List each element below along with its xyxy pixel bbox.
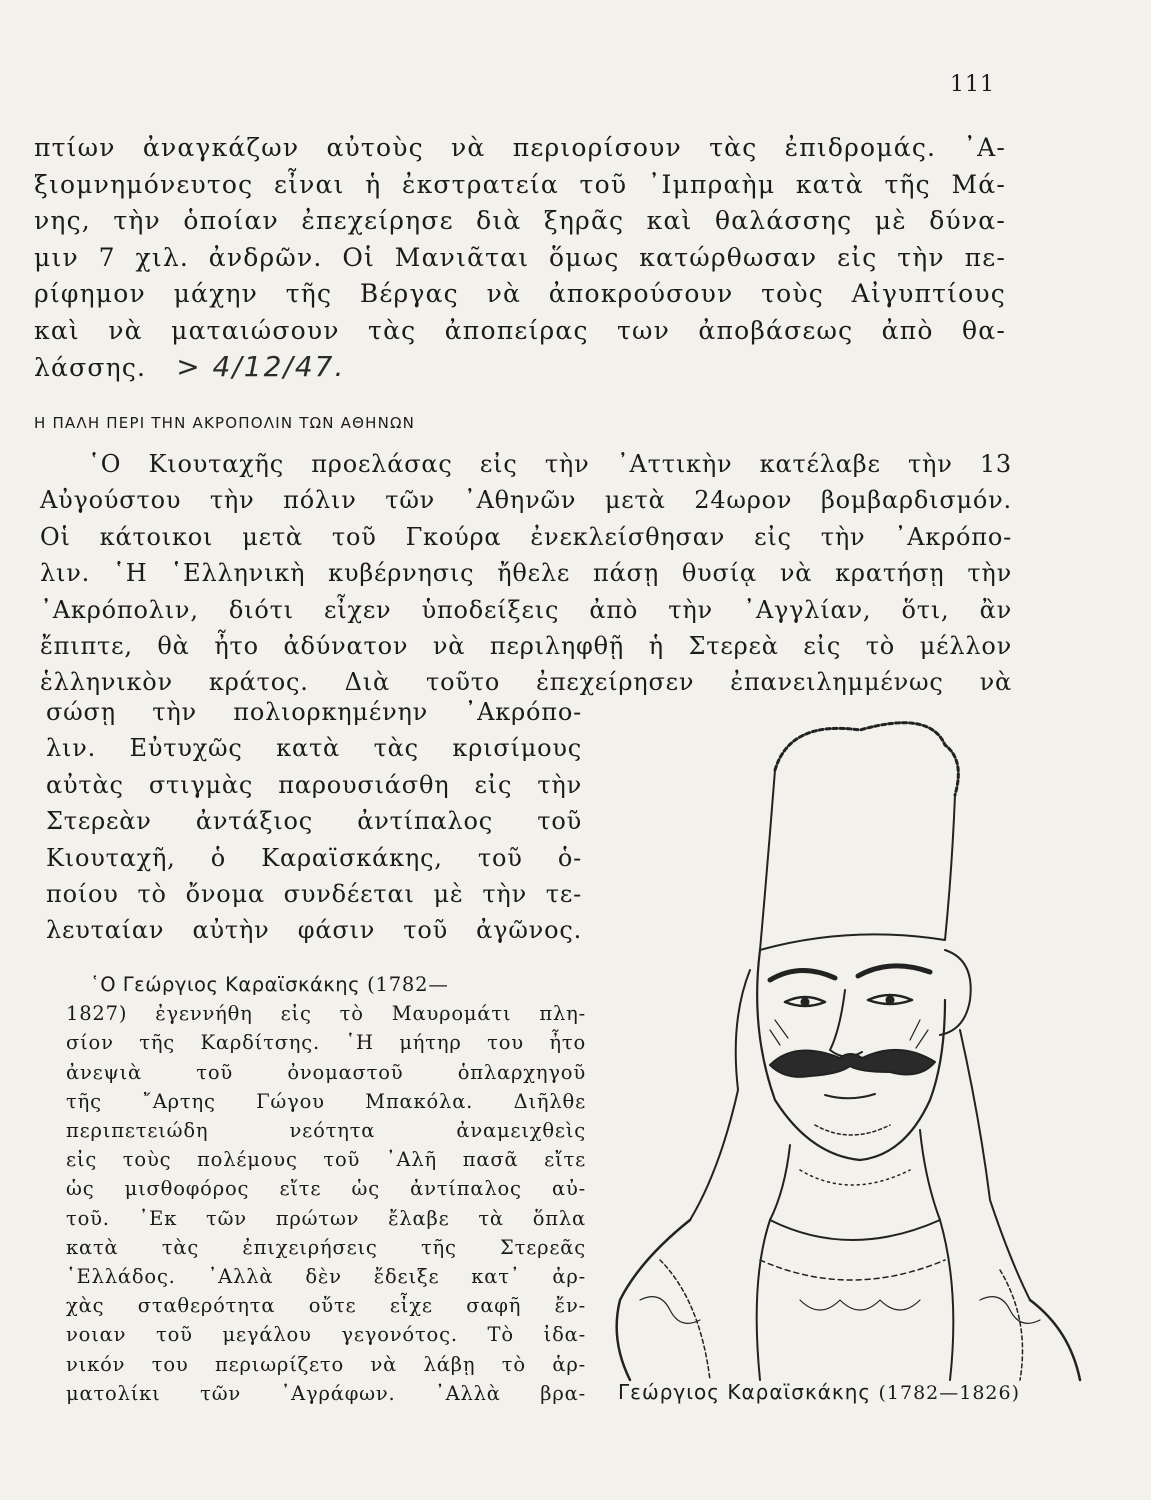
text-line: Αὐγούστου τὴν πόλιν τῶν ᾿Αθηνῶν μετὰ 24ωρον βομβαρδισμόν. bbox=[40, 486, 1012, 515]
text-line: λιν. ῾Η ῾Ελληνικὴ κυβέρνησις ἤθελε πάσῃ θυσίᾳ νὰ κρατήσῃ τὴν bbox=[40, 559, 1012, 588]
text-line: νης, τὴν ὁποίαν ἐπεχείρησε διὰ ξηρᾶς καὶ θαλάσσης μὲ δύνα- bbox=[34, 206, 1006, 235]
text-line: ἑλληνικὸν κράτος. Διὰ τοῦτο ἐπεχείρησεν ἐπανειλημμένως νὰ bbox=[40, 668, 1012, 697]
page-number: 111 bbox=[950, 72, 995, 97]
text-line: ποίου τὸ ὄνομα συνδέεται μὲ τὴν τε- bbox=[46, 880, 582, 909]
text-line: ῾Ελλάδος. ᾿Αλλὰ δὲν ἔδειξε κατ᾿ ἀρ- bbox=[66, 1265, 586, 1289]
text-line: ξιομνημόνευτος εἶναι ἡ ἐκστρατεία τοῦ ᾿Ιμπραὴμ κατὰ τῆς Μά- bbox=[34, 169, 1006, 199]
top-paragraph bbox=[34, 130, 1006, 387]
portrait-engraving bbox=[600, 700, 1100, 1390]
text-line: Κιουταχῆ, ὁ Καραϊσκάκης, τοῦ ὁ- bbox=[46, 843, 582, 872]
text-line: νοιαν τοῦ μεγάλου γεγονότος. Τὸ ἰδα- bbox=[66, 1323, 586, 1347]
text-line: Στερεὰν ἀντάξιος ἀντίπαλος τοῦ bbox=[46, 807, 582, 836]
text-line: Οἱ κάτοικοι μετὰ τοῦ Γκούρα ἐνεκλείσθησαν εἰς τὴν ᾿Ακρόπο- bbox=[40, 522, 1012, 551]
bio-name: ῾Ο Γεώργιος Καραϊσκάκης bbox=[90, 973, 361, 996]
text-line-last bbox=[34, 349, 1006, 387]
caption-dates: (1782—1826) bbox=[878, 1382, 1021, 1404]
text-line: μιν 7 χιλ. ἀνδρῶν. Οἱ Μανιᾶται ὅμως κατώρθωσαν εἰς τὴν πε- bbox=[34, 242, 1006, 272]
text-line: καὶ νὰ ματαιώσουν τὰς ἀποπείρας των ἀποβάσεως ἀπὸ θα- bbox=[34, 315, 1006, 345]
main-paragraph-wide bbox=[40, 446, 1012, 701]
portrait-illustration bbox=[600, 700, 1100, 1390]
main-paragraph-narrow bbox=[46, 694, 582, 949]
text-line: τῆς ῎Αρτης Γώγου Μπακόλα. Διῆλθε bbox=[66, 1089, 586, 1113]
text-line: ἀνεψιὰ τοῦ ὀνομαστοῦ ὁπλαρχηγοῦ bbox=[66, 1060, 586, 1084]
text-fragment: λάσσης. bbox=[34, 353, 147, 382]
caption-name: Γεώργιος Καραϊσκάκης bbox=[618, 1380, 872, 1404]
text-fragment: (1782— bbox=[360, 973, 449, 996]
text-line: ᾿Ακρόπολιν, διότι εἶχεν ὑποδείξεις ἀπὸ τὴν ᾿Αγγλίαν, ὅτι, ἂν bbox=[40, 595, 1012, 624]
handwritten-date-note: > 4/12/47. bbox=[176, 350, 346, 383]
text-line: ματολίκι τῶν ᾿Αγράφων. ᾿Αλλὰ βρα- bbox=[66, 1381, 586, 1405]
text-line: πτίων ἀναγκάζων αὐτοὺς νὰ περιορίσουν τὰς ἐπιδρομάς. ᾿Α- bbox=[34, 133, 1006, 162]
text-line: λευταίαν αὐτὴν φάσιν τοῦ ἀγῶνος. bbox=[46, 916, 582, 945]
text-line: λιν. Εὐτυχῶς κατὰ τὰς κρισίμους bbox=[46, 734, 582, 763]
text-line: τοῦ. ᾿Εκ τῶν πρώτων ἔλαβε τὰ ὅπλα bbox=[66, 1206, 586, 1230]
biography-paragraph bbox=[66, 970, 586, 1408]
portrait-caption bbox=[618, 1380, 1020, 1404]
text-line: σώσῃ τὴν πολιορκημένην ᾿Ακρόπο- bbox=[46, 698, 582, 726]
text-line: χὰς σταθερότητα οὔτε εἶχε σαφῆ ἔν- bbox=[66, 1294, 586, 1318]
text-line: ῾Ο Κιουταχῆς προελάσας εἰς τὴν ᾿Αττικὴν κατέλαβε τὴν 13 bbox=[88, 450, 1012, 478]
text-line: περιπετειώδη νεότητα ἀναμειχθεὶς bbox=[66, 1119, 586, 1143]
bio-first-line bbox=[66, 970, 586, 999]
text-line: 1827) ἐγεννήθη εἰς τὸ Μαυρομάτι πλη- bbox=[66, 1002, 586, 1026]
text-line: σίον τῆς Καρδίτσης. ῾Η μήτηρ του ἦτο bbox=[66, 1031, 586, 1055]
text-line: νικόν του περιωρίζετο νὰ λάβῃ τὸ ἁρ- bbox=[66, 1352, 586, 1376]
section-heading: Η ΠΑΛΗ ΠΕΡΙ ΤΗΝ ΑΚΡΟΠΟΛΙΝ ΤΩΝ ΑΘΗΝΩΝ bbox=[34, 414, 416, 432]
text-line: κατὰ τὰς ἐπιχειρήσεις τῆς Στερεᾶς bbox=[66, 1235, 586, 1259]
text-line: ἔπιπτε, θὰ ἦτο ἀδύνατον νὰ περιληφθῇ ἡ Στερεὰ εἰς τὸ μέλλον bbox=[40, 632, 1012, 661]
text-line: ὡς μισθοφόρος εἴτε ὡς ἀντίπαλος αὐ- bbox=[66, 1177, 586, 1201]
text-line: ρίφημον μάχην τῆς Βέργας νὰ ἀποκρούσουν τοὺς Αἰγυπτίους bbox=[34, 279, 1006, 308]
text-line: εἰς τοὺς πολέμους τοῦ ᾿Αλῆ πασᾶ εἴτε bbox=[66, 1148, 586, 1172]
text-line: αὐτὰς στιγμὰς παρουσιάσθη εἰς τὴν bbox=[46, 770, 582, 799]
